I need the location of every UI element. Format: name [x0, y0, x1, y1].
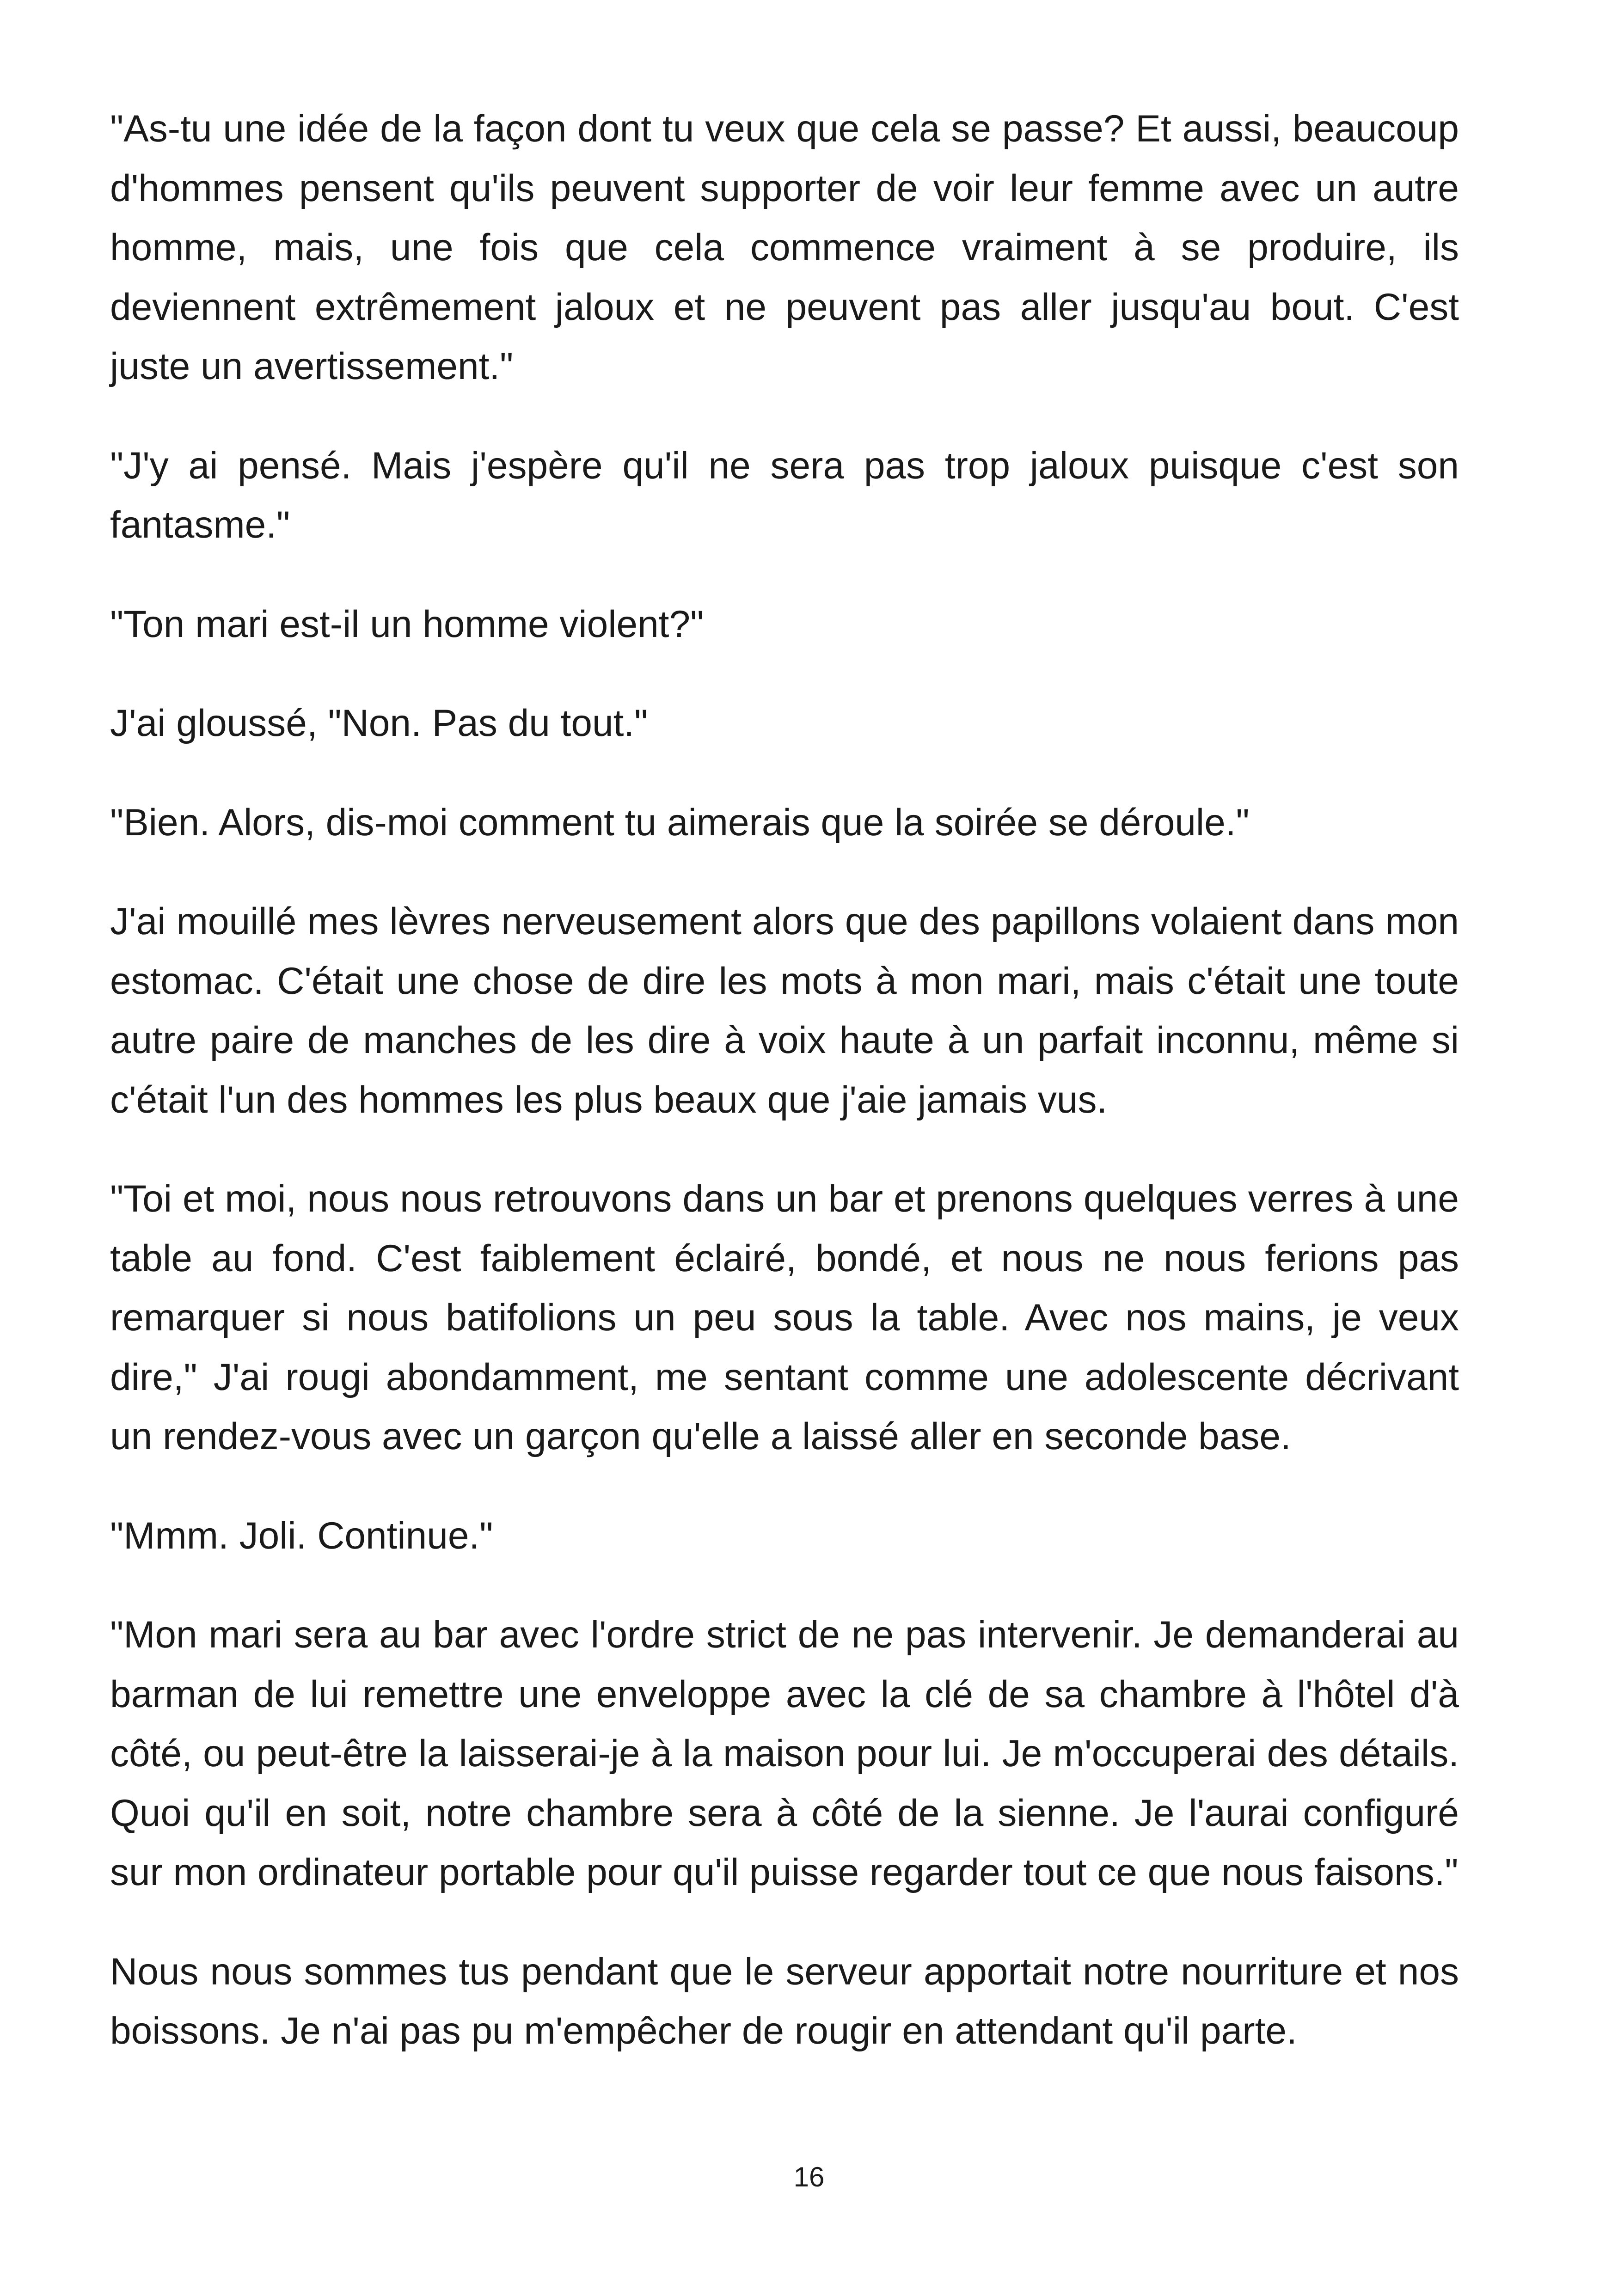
paragraph-7: "Toi et moi, nous nous retrouvons dans un bar et prenons quelques verres à une table au fond. C'est faiblement éclairé, bondé, et nous ne nous ferions pas remarquer si nous batifolions un peu sous la table. Avec nos mains, je veux dire," J'ai rougi abondamment, me sentant comme une adolescente décrivant un rendez-vous avec un garçon qu'elle a laissé aller en seconde base.: [110, 1178, 1459, 1457]
paragraph-9: "Mon mari sera au bar avec l'ordre strict de ne pas intervenir. Je demanderai au barman de lui remettre une enveloppe avec la clé de sa chambre à l'hôtel d'à côté, ou peut-être la laisserai-je à la maison pour lui. Je m'occuperai des détails. Quoi qu'il en soit, notre chambre sera à côté de la sienne. Je l'aurai configuré sur mon ordinateur portable pour qu'il puisse regarder tout ce que nous faisons.": [110, 1614, 1459, 1893]
paragraph-8: "Mmm. Joli. Continue.": [110, 1514, 493, 1557]
paragraph-3: "Ton mari est-il un homme violent?": [110, 603, 704, 645]
body-text: [110, 99, 1459, 2101]
page-number: 16: [793, 2161, 825, 2192]
paragraph-5: "Bien. Alors, dis-moi comment tu aimerais que la soirée se déroule.": [110, 801, 1250, 844]
paragraph-10: Nous nous sommes tus pendant que le serveur apportait notre nourriture et nos boissons. Je n'ai pas pu m'empêcher de rougir en attendant qu'il parte.: [110, 1950, 1459, 2052]
paragraph-4: J'ai gloussé, "Non. Pas du tout.": [110, 702, 648, 744]
paragraph-2: "J'y ai pensé. Mais j'espère qu'il ne sera pas trop jaloux puisque c'est son fantasme.": [110, 444, 1459, 546]
paragraph-6: J'ai mouillé mes lèvres nerveusement alors que des papillons volaient dans mon estomac. C'était une chose de dire les mots à mon mari, mais c'était une toute autre paire de manches de les dire à voix haute à un parfait inconnu, même si c'était l'un des hommes les plus beaux que j'aie jamais vus.: [110, 900, 1459, 1121]
paragraph-1: "As-tu une idée de la façon dont tu veux que cela se passe? Et aussi, beaucoup d'hommes pensent qu'ils peuvent supporter de voir leur femme avec un autre homme, mais, une fois que cela commence vraiment à se produire, ils deviennent extrêmement jaloux et ne peuvent pas aller jusqu'au bout. C'est juste un avertissement.": [110, 108, 1459, 387]
